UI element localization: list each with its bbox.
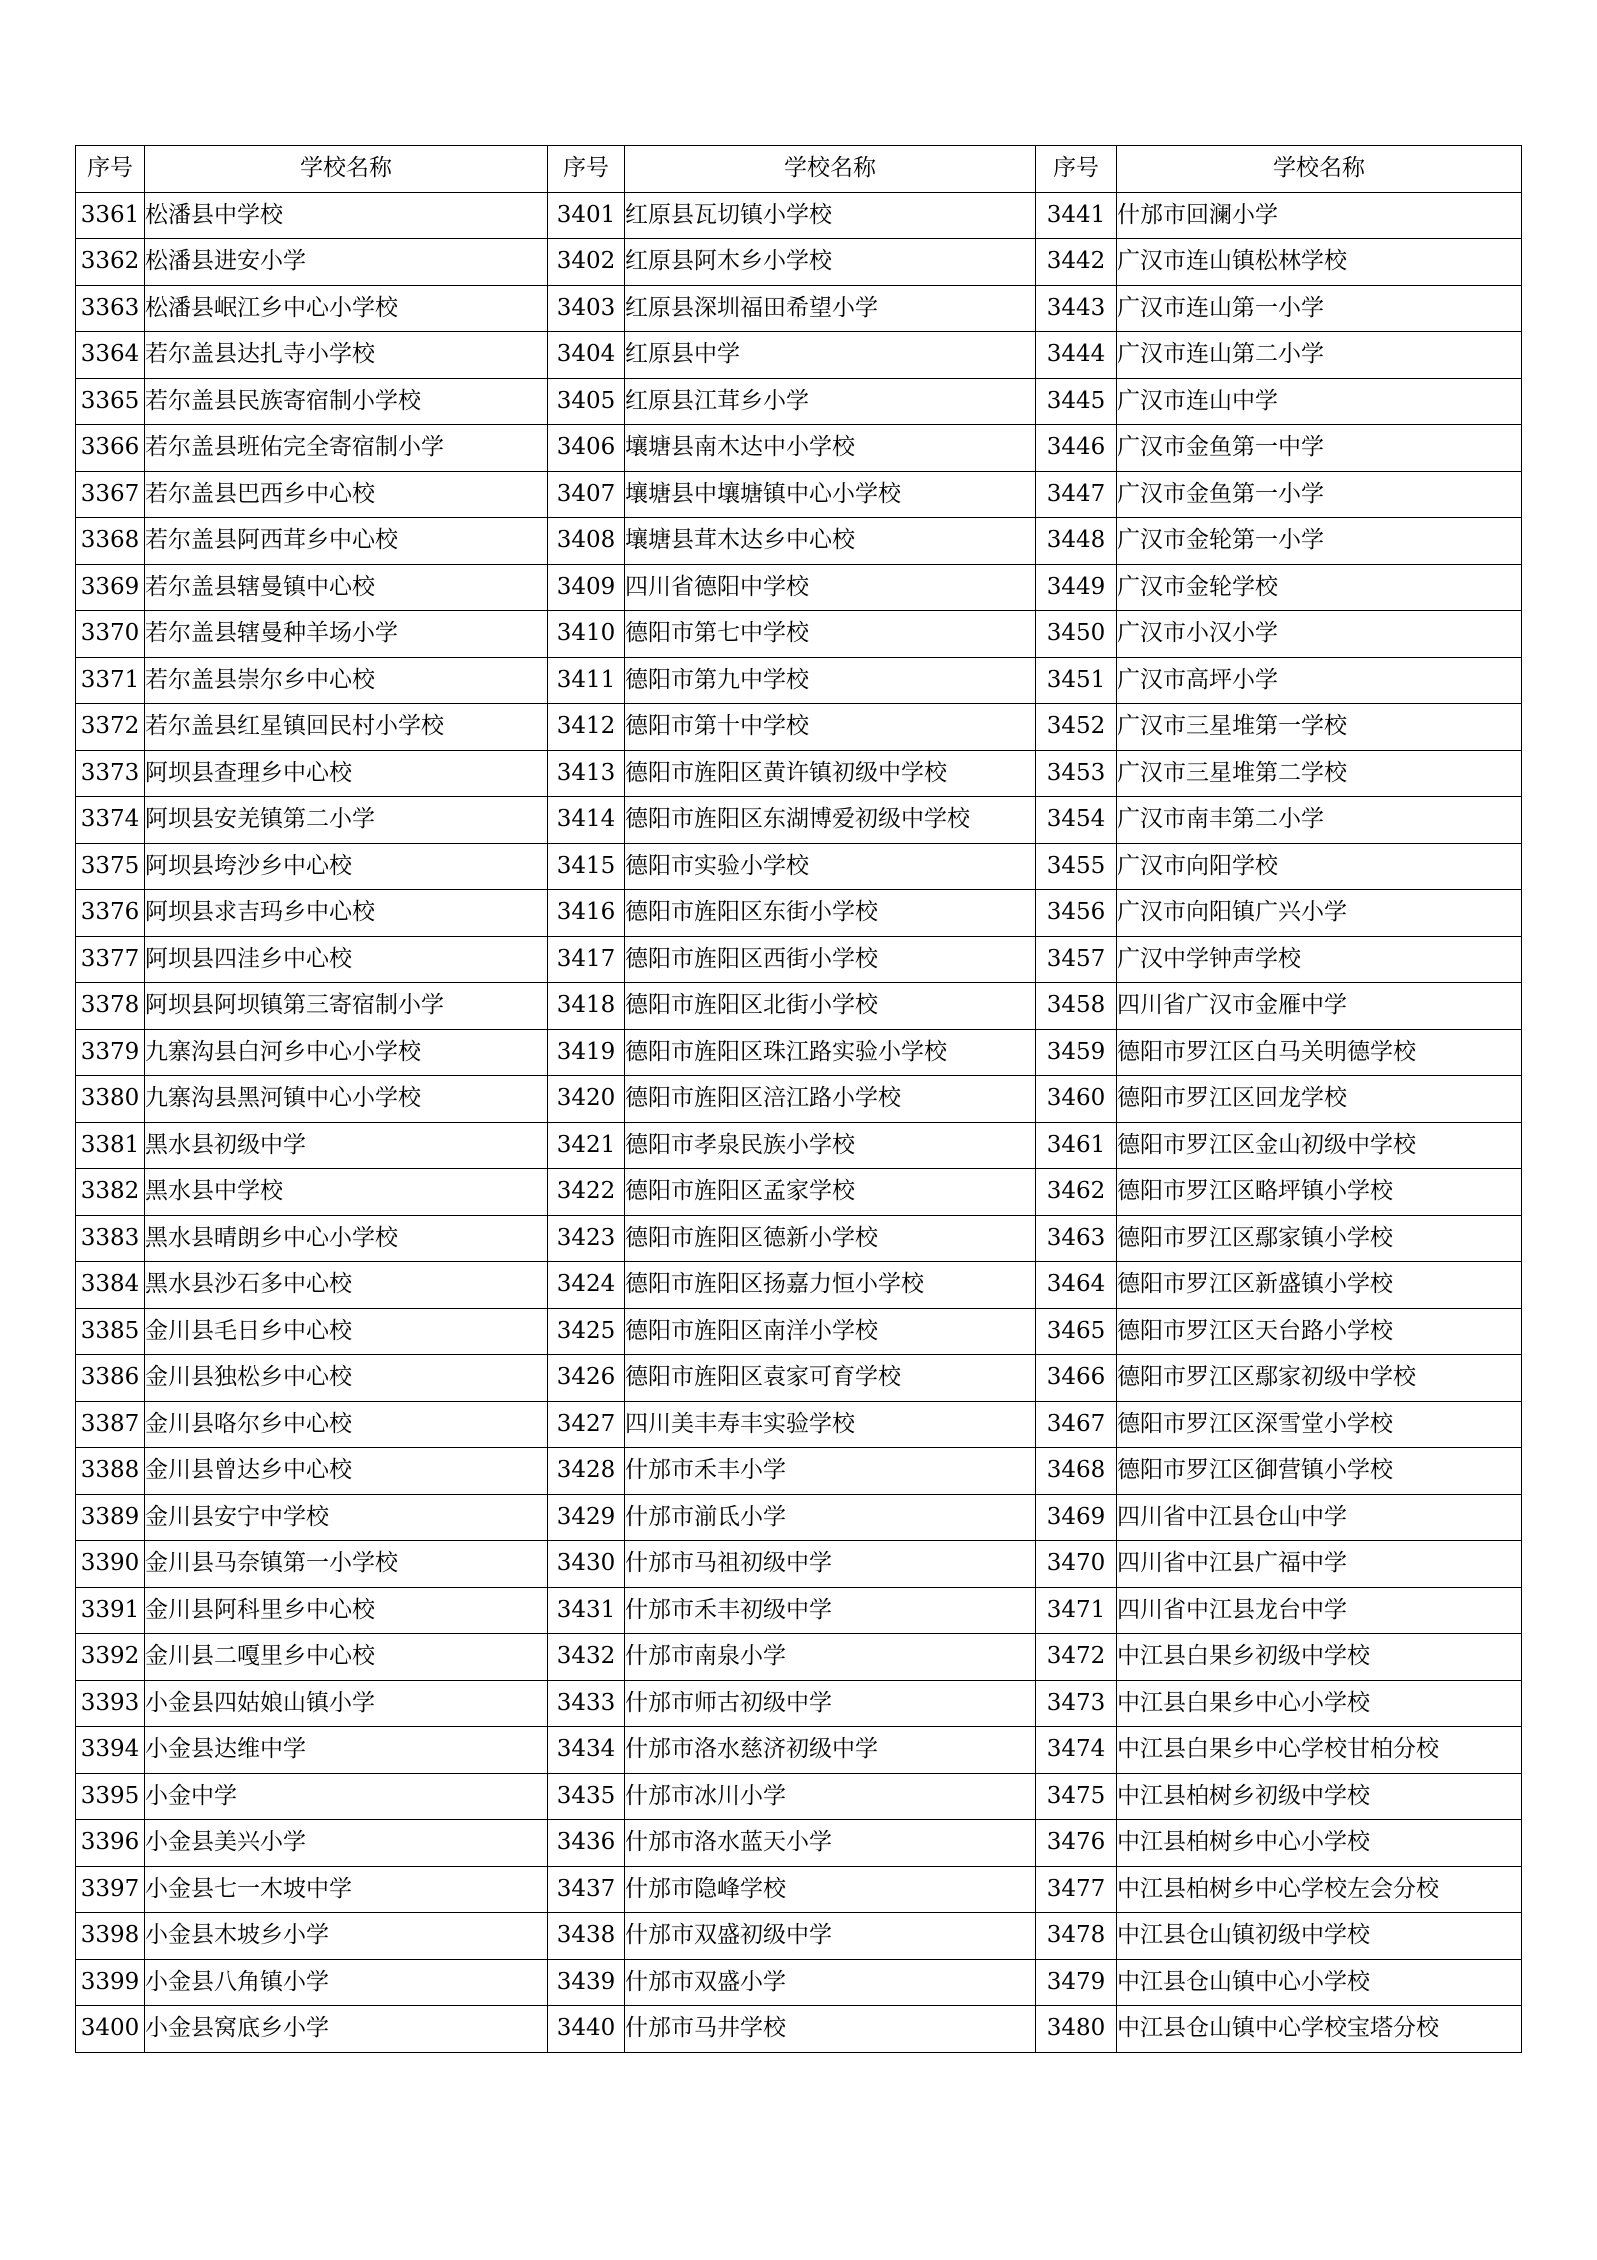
table-row [76,843,1522,890]
school-name: 金川县咯尔乡中心校 [145,1401,548,1448]
school-seq-number: 3428 [548,1448,625,1495]
table-row [76,1820,1522,1867]
table-row [76,285,1522,332]
school-name: 什邡市双盛小学 [625,1959,1036,2006]
school-name: 若尔盖县民族寄宿制小学校 [145,378,548,425]
school-seq-number: 3390 [76,1541,145,1588]
school-name: 红原县江茸乡小学 [625,378,1036,425]
table-row [76,1122,1522,1169]
school-seq-number: 3421 [548,1122,625,1169]
table-row [76,1215,1522,1262]
school-name: 中江县柏树乡中心学校左会分校 [1117,1866,1522,1913]
table-row [76,797,1522,844]
school-seq-number: 3408 [548,518,625,565]
school-seq-number: 3458 [1036,983,1117,1030]
table-row [76,1727,1522,1774]
school-name: 中江县白果乡中心学校甘柏分校 [1117,1727,1522,1774]
school-seq-number: 3423 [548,1215,625,1262]
school-seq-number: 3371 [76,657,145,704]
school-name: 红原县瓦切镇小学校 [625,192,1036,239]
school-name: 什邡市隐峰学校 [625,1866,1036,1913]
school-seq-number: 3409 [548,564,625,611]
school-seq-number: 3445 [1036,378,1117,425]
school-seq-number: 3459 [1036,1029,1117,1076]
school-name: 若尔盖县巴西乡中心校 [145,471,548,518]
school-seq-number: 3452 [1036,704,1117,751]
school-name: 金川县独松乡中心校 [145,1355,548,1402]
school-name: 中江县仓山镇初级中学校 [1117,1913,1522,1960]
table-row [76,704,1522,751]
school-seq-number: 3373 [76,750,145,797]
school-seq-number: 3414 [548,797,625,844]
school-seq-number: 3420 [548,1076,625,1123]
school-name: 若尔盖县崇尔乡中心校 [145,657,548,704]
school-name: 小金县木坡乡小学 [145,1913,548,1960]
school-name: 德阳市罗江区金山初级中学校 [1117,1122,1522,1169]
school-seq-number: 3474 [1036,1727,1117,1774]
school-name: 德阳市第七中学校 [625,611,1036,658]
school-seq-number: 3478 [1036,1913,1117,1960]
school-name: 什邡市冰川小学 [625,1773,1036,1820]
school-seq-number: 3469 [1036,1494,1117,1541]
table-row [76,192,1522,239]
school-seq-number: 3453 [1036,750,1117,797]
school-name: 若尔盖县阿西茸乡中心校 [145,518,548,565]
school-name: 德阳市罗江区鄢家镇小学校 [1117,1215,1522,1262]
school-seq-number: 3384 [76,1262,145,1309]
school-name: 四川省中江县仓山中学 [1117,1494,1522,1541]
school-seq-number: 3472 [1036,1634,1117,1681]
table-row [76,1355,1522,1402]
school-name: 德阳市罗江区回龙学校 [1117,1076,1522,1123]
school-name: 阿坝县求吉玛乡中心校 [145,890,548,937]
school-name: 中江县柏树乡初级中学校 [1117,1773,1522,1820]
school-name: 小金县达维中学 [145,1727,548,1774]
school-seq-number: 3443 [1036,285,1117,332]
school-seq-number: 3381 [76,1122,145,1169]
school-name: 壤塘县南木达中小学校 [625,425,1036,472]
school-seq-number: 3444 [1036,332,1117,379]
school-name: 金川县毛日乡中心校 [145,1308,548,1355]
school-name: 阿坝县安羌镇第二小学 [145,797,548,844]
school-seq-number: 3385 [76,1308,145,1355]
school-name: 德阳市旌阳区涪江路小学校 [625,1076,1036,1123]
school-name: 小金县窝底乡小学 [145,2006,548,2053]
school-name: 什邡市马井学校 [625,2006,1036,2053]
school-seq-number: 3426 [548,1355,625,1402]
school-name: 什邡市禾丰小学 [625,1448,1036,1495]
school-name: 什邡市师古初级中学 [625,1680,1036,1727]
school-seq-number: 3383 [76,1215,145,1262]
school-seq-number: 3379 [76,1029,145,1076]
school-seq-number: 3464 [1036,1262,1117,1309]
school-seq-number: 3479 [1036,1959,1117,2006]
school-seq-number: 3430 [548,1541,625,1588]
school-seq-number: 3405 [548,378,625,425]
school-seq-number: 3369 [76,564,145,611]
school-seq-number: 3454 [1036,797,1117,844]
school-seq-number: 3441 [1036,192,1117,239]
school-name: 松潘县进安小学 [145,239,548,286]
school-seq-number: 3415 [548,843,625,890]
school-seq-number: 3448 [1036,518,1117,565]
school-seq-number: 3461 [1036,1122,1117,1169]
school-seq-number: 3424 [548,1262,625,1309]
school-name: 松潘县岷江乡中心小学校 [145,285,548,332]
school-name: 德阳市实验小学校 [625,843,1036,890]
school-seq-number: 3435 [548,1773,625,1820]
school-seq-number: 3368 [76,518,145,565]
school-name: 阿坝县垮沙乡中心校 [145,843,548,890]
school-name: 中江县柏树乡中心小学校 [1117,1820,1522,1867]
table-row [76,936,1522,983]
school-name: 黑水县沙石多中心校 [145,1262,548,1309]
school-seq-number: 3416 [548,890,625,937]
school-name: 德阳市罗江区新盛镇小学校 [1117,1262,1522,1309]
school-name: 中江县仓山镇中心小学校 [1117,1959,1522,2006]
table-row [76,1448,1522,1495]
school-seq-number: 3473 [1036,1680,1117,1727]
school-name: 广汉市三星堆第二学校 [1117,750,1522,797]
school-name: 德阳市罗江区御营镇小学校 [1117,1448,1522,1495]
school-name: 德阳市第九中学校 [625,657,1036,704]
school-seq-number: 3477 [1036,1866,1117,1913]
school-name: 金川县阿科里乡中心校 [145,1587,548,1634]
table-row [76,1401,1522,1448]
school-name: 红原县中学 [625,332,1036,379]
school-name: 四川省中江县龙台中学 [1117,1587,1522,1634]
school-seq-number: 3407 [548,471,625,518]
school-seq-number: 3449 [1036,564,1117,611]
school-seq-number: 3364 [76,332,145,379]
school-name: 黑水县晴朗乡中心小学校 [145,1215,548,1262]
school-seq-number: 3471 [1036,1587,1117,1634]
school-seq-number: 3382 [76,1169,145,1216]
school-name: 德阳市旌阳区珠江路实验小学校 [625,1029,1036,1076]
school-name: 小金县八角镇小学 [145,1959,548,2006]
school-seq-number: 3404 [548,332,625,379]
school-seq-number: 3476 [1036,1820,1117,1867]
school-name: 德阳市旌阳区黄许镇初级中学校 [625,750,1036,797]
table-row [76,518,1522,565]
school-seq-number: 3466 [1036,1355,1117,1402]
school-seq-number: 3388 [76,1448,145,1495]
school-name: 广汉市金轮第一小学 [1117,518,1522,565]
school-seq-number: 3396 [76,1820,145,1867]
school-name: 广汉市向阳镇广兴小学 [1117,890,1522,937]
school-name: 中江县仓山镇中心学校宝塔分校 [1117,2006,1522,2053]
school-seq-number: 3395 [76,1773,145,1820]
school-name: 四川省中江县广福中学 [1117,1541,1522,1588]
school-seq-number: 3480 [1036,2006,1117,2053]
school-seq-number: 3475 [1036,1773,1117,1820]
table-row [76,1029,1522,1076]
school-seq-number: 3374 [76,797,145,844]
school-seq-number: 3438 [548,1913,625,1960]
school-name: 什邡市洛水慈济初级中学 [625,1727,1036,1774]
school-seq-number: 3391 [76,1587,145,1634]
school-seq-number: 3455 [1036,843,1117,890]
table-row [76,1076,1522,1123]
school-name: 小金县四姑娘山镇小学 [145,1680,548,1727]
school-seq-number: 3460 [1036,1076,1117,1123]
school-seq-number: 3367 [76,471,145,518]
school-seq-number: 3372 [76,704,145,751]
school-seq-number: 3397 [76,1866,145,1913]
school-name: 广汉市连山中学 [1117,378,1522,425]
school-name: 德阳市孝泉民族小学校 [625,1122,1036,1169]
school-name: 什邡市禾丰初级中学 [625,1587,1036,1634]
school-seq-number: 3429 [548,1494,625,1541]
school-name: 德阳市罗江区白马关明德学校 [1117,1029,1522,1076]
school-name: 什邡市南泉小学 [625,1634,1036,1681]
table-row [76,1494,1522,1541]
school-name: 德阳市第十中学校 [625,704,1036,751]
school-name: 松潘县中学校 [145,192,548,239]
school-name: 黑水县初级中学 [145,1122,548,1169]
school-seq-number: 3366 [76,425,145,472]
school-name: 小金县美兴小学 [145,1820,548,1867]
school-name: 金川县安宁中学校 [145,1494,548,1541]
school-seq-number: 3394 [76,1727,145,1774]
school-name: 广汉市连山第一小学 [1117,285,1522,332]
school-seq-number: 3440 [548,2006,625,2053]
school-name: 金川县二嘎里乡中心校 [145,1634,548,1681]
school-name: 什邡市马祖初级中学 [625,1541,1036,1588]
school-seq-number: 3393 [76,1680,145,1727]
table-row [76,890,1522,937]
table-row [76,471,1522,518]
school-name: 德阳市旌阳区北街小学校 [625,983,1036,1030]
school-name: 若尔盖县红星镇回民村小学校 [145,704,548,751]
school-name: 中江县白果乡中心小学校 [1117,1680,1522,1727]
school-name: 德阳市旌阳区东街小学校 [625,890,1036,937]
school-name: 广汉市连山镇松林学校 [1117,239,1522,286]
table-row [76,1541,1522,1588]
school-seq-number: 3433 [548,1680,625,1727]
table-row [76,1913,1522,1960]
school-name: 德阳市罗江区深雪堂小学校 [1117,1401,1522,1448]
table-row [76,611,1522,658]
school-name: 壤塘县茸木达乡中心校 [625,518,1036,565]
header-school-name: 学校名称 [1117,146,1522,193]
school-seq-number: 3462 [1036,1169,1117,1216]
table-row [76,332,1522,379]
table-row [76,1634,1522,1681]
school-seq-number: 3400 [76,2006,145,2053]
school-name: 小金中学 [145,1773,548,1820]
school-list-table [75,145,1522,2053]
school-seq-number: 3422 [548,1169,625,1216]
school-seq-number: 3375 [76,843,145,890]
school-seq-number: 3370 [76,611,145,658]
school-seq-number: 3361 [76,192,145,239]
header-school-name: 学校名称 [625,146,1036,193]
school-seq-number: 3456 [1036,890,1117,937]
school-seq-number: 3362 [76,239,145,286]
school-seq-number: 3427 [548,1401,625,1448]
school-name: 阿坝县阿坝镇第三寄宿制小学 [145,983,548,1030]
school-seq-number: 3365 [76,378,145,425]
school-seq-number: 3434 [548,1727,625,1774]
school-seq-number: 3437 [548,1866,625,1913]
school-seq-number: 3399 [76,1959,145,2006]
school-seq-number: 3413 [548,750,625,797]
school-name: 德阳市罗江区鄢家初级中学校 [1117,1355,1522,1402]
school-name: 广汉市金鱼第一中学 [1117,425,1522,472]
school-seq-number: 3386 [76,1355,145,1402]
school-name: 广汉市小汉小学 [1117,611,1522,658]
school-name: 广汉市高坪小学 [1117,657,1522,704]
table-row [76,239,1522,286]
school-name: 德阳市旌阳区东湖博爱初级中学校 [625,797,1036,844]
table-row [76,1959,1522,2006]
school-name: 阿坝县查理乡中心校 [145,750,548,797]
school-seq-number: 3401 [548,192,625,239]
school-name: 黑水县中学校 [145,1169,548,1216]
school-name: 阿坝县四洼乡中心校 [145,936,548,983]
school-name: 九寨沟县白河乡中心小学校 [145,1029,548,1076]
school-name: 广汉市金轮学校 [1117,564,1522,611]
header-row [76,146,1522,193]
school-seq-number: 3403 [548,285,625,332]
school-name: 四川省广汉市金雁中学 [1117,983,1522,1030]
school-seq-number: 3378 [76,983,145,1030]
school-name: 金川县马奈镇第一小学校 [145,1541,548,1588]
school-name: 广汉市向阳学校 [1117,843,1522,890]
school-seq-number: 3406 [548,425,625,472]
header-seq: 序号 [1036,146,1117,193]
school-seq-number: 3451 [1036,657,1117,704]
school-name: 小金县七一木坡中学 [145,1866,548,1913]
school-seq-number: 3398 [76,1913,145,1960]
table-row [76,750,1522,797]
school-name: 若尔盖县辖曼种羊场小学 [145,611,548,658]
table-row [76,1262,1522,1309]
school-name: 红原县深圳福田希望小学 [625,285,1036,332]
school-name: 广汉市三星堆第一学校 [1117,704,1522,751]
school-seq-number: 3465 [1036,1308,1117,1355]
school-name: 德阳市旌阳区西街小学校 [625,936,1036,983]
school-seq-number: 3363 [76,285,145,332]
table-row [76,657,1522,704]
school-name: 什邡市洛水蓝天小学 [625,1820,1036,1867]
school-name: 德阳市旌阳区孟家学校 [625,1169,1036,1216]
table-row [76,2006,1522,2053]
table-row [76,1169,1522,1216]
school-name: 广汉市南丰第二小学 [1117,797,1522,844]
school-seq-number: 3392 [76,1634,145,1681]
table-row [76,1866,1522,1913]
school-seq-number: 3412 [548,704,625,751]
school-seq-number: 3402 [548,239,625,286]
table-row [76,1587,1522,1634]
school-name: 德阳市旌阳区德新小学校 [625,1215,1036,1262]
school-seq-number: 3447 [1036,471,1117,518]
school-seq-number: 3432 [548,1634,625,1681]
school-name: 德阳市旌阳区南洋小学校 [625,1308,1036,1355]
school-seq-number: 3457 [1036,936,1117,983]
school-seq-number: 3468 [1036,1448,1117,1495]
school-name: 若尔盖县班佑完全寄宿制小学 [145,425,548,472]
table-row [76,1308,1522,1355]
school-seq-number: 3418 [548,983,625,1030]
school-seq-number: 3436 [548,1820,625,1867]
school-name: 德阳市罗江区天台路小学校 [1117,1308,1522,1355]
school-seq-number: 3411 [548,657,625,704]
school-seq-number: 3387 [76,1401,145,1448]
school-seq-number: 3425 [548,1308,625,1355]
school-name: 金川县曾达乡中心校 [145,1448,548,1495]
school-name: 四川省德阳中学校 [625,564,1036,611]
school-name: 德阳市罗江区略坪镇小学校 [1117,1169,1522,1216]
school-seq-number: 3442 [1036,239,1117,286]
school-name: 中江县白果乡初级中学校 [1117,1634,1522,1681]
school-name: 广汉市连山第二小学 [1117,332,1522,379]
header-school-name: 学校名称 [145,146,548,193]
school-name: 什邡市湔氐小学 [625,1494,1036,1541]
table-row [76,564,1522,611]
school-name: 壤塘县中壤塘镇中心小学校 [625,471,1036,518]
school-seq-number: 3417 [548,936,625,983]
table-row [76,425,1522,472]
table-row [76,378,1522,425]
header-seq: 序号 [76,146,145,193]
school-seq-number: 3450 [1036,611,1117,658]
school-name: 广汉市金鱼第一小学 [1117,471,1522,518]
school-seq-number: 3470 [1036,1541,1117,1588]
school-name: 红原县阿木乡小学校 [625,239,1036,286]
school-name: 广汉中学钟声学校 [1117,936,1522,983]
school-name: 德阳市旌阳区袁家可育学校 [625,1355,1036,1402]
school-name: 什邡市回澜小学 [1117,192,1522,239]
school-seq-number: 3463 [1036,1215,1117,1262]
school-seq-number: 3380 [76,1076,145,1123]
header-seq: 序号 [548,146,625,193]
school-seq-number: 3419 [548,1029,625,1076]
school-name: 九寨沟县黑河镇中心小学校 [145,1076,548,1123]
school-seq-number: 3431 [548,1587,625,1634]
school-seq-number: 3377 [76,936,145,983]
school-name: 德阳市旌阳区扬嘉力恒小学校 [625,1262,1036,1309]
school-seq-number: 3439 [548,1959,625,2006]
table-row [76,1680,1522,1727]
school-seq-number: 3389 [76,1494,145,1541]
school-name: 什邡市双盛初级中学 [625,1913,1036,1960]
school-name: 四川美丰寿丰实验学校 [625,1401,1036,1448]
school-seq-number: 3376 [76,890,145,937]
school-seq-number: 3410 [548,611,625,658]
table-row [76,983,1522,1030]
table-row [76,1773,1522,1820]
school-name: 若尔盖县辖曼镇中心校 [145,564,548,611]
school-seq-number: 3467 [1036,1401,1117,1448]
school-name: 若尔盖县达扎寺小学校 [145,332,548,379]
school-seq-number: 3446 [1036,425,1117,472]
